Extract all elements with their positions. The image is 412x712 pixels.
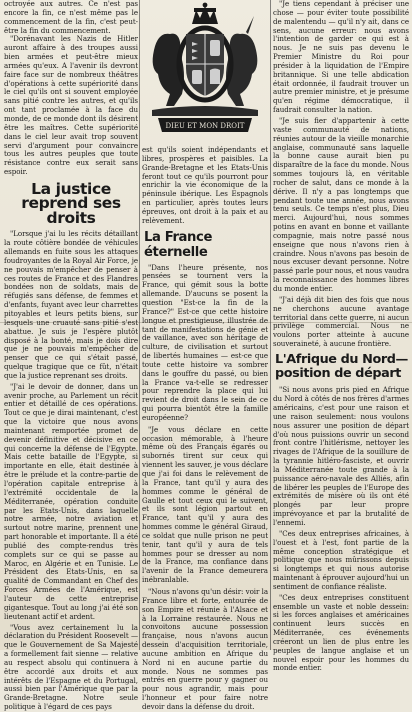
paragraph: "J'ai le devoir de donner, dans un avenir proche, au Parlement un récit entier et détaillé de ces opérations. Tout ce que je dirai maintenant, c'est que la victoire que nous avons maintenant remportée promet de devenir définitive et décisive en ce qui concerne la défense de l'Egypte. Mais cette bataille de l'Egypte, si importante en elle, était destinée à être le prélude et la contre-partie de l'opération capitale entreprise à l'extrémité occidentale de la Méditerranée, opération conduite par les Etats-Unis, dans laquelle notre armée, notre aviation et surtout notre marine, prennent une part honorable et importante. Il a été publié des compte-rendus très complets sur ce qui se passe au Maroc, en Algérie et en Tunisie. Le Président des Etats-Unis, en sa qualité de Commandant en Chef des Forces Armées de l'Amérique, est l'auteur de cette entreprise gigantesque. Tout au long j'ai été son lieutenant actif et ardent. [4,381,138,621]
royal-coat-of-arms-icon [144,2,266,142]
section-heading: La France éternelle [144,229,213,260]
paragraph: "Si nous avons pris pied en Afrique du Nord à côtés de nos frères d'armes américains, c'est pour une raison et une raison seulement: nous voulons nous assurer une position de départ d'où nous puissions ouvrir un second front contre l'hitlérisme, nettoyer les rivages de l'Afrique de la souillure de la tyrannie hitléro-fasciste, et ouvrir la Méditerranée toute grande à la puissance aéro-navale des Alliés, afin de libérer les peuples de l'Europe des extrémités de misère où ils ont été plongés par leur propre imprévoyance et par la brutalité de l'ennemi. [273,385,409,527]
section-heading: La justice reprend ses droits [21,179,121,227]
column-divider [270,0,271,650]
paragraph: "Ces deux entreprises constituent ensemble un vaste et noble dessein: si les forces anglaises et américaines continuent leurs succès en Méditerranée, ces événements créeront un lien de plus entre les peuples de langue anglaise et un nouvel espoir pour les hommes du monde entier. [273,592,409,673]
paragraph: "Je vous déclare en cette occasion mémorable, à l'heure même où des Français égarés ou subornés tirent sur ceux qui viennent les sauver, je vous déclare que j'ai foi dans le relèvement de la France, tant qu'il y aura des hommes comme le général de Gaulle et tout ceux qui le suivent, et ils sont légion partout en France, tant qu'il y aura des hommes comme le général Giraud, ce soldat que nulle prison ne peut tenir, tant qu'il y aura de tels hommes pour se dresser au nom de la France, ma confiance dans l'avenir de la France demeurera inébranlable. [142,424,268,585]
column-2 [142,0,268,712]
paragraph: "Je suis fier d'appartenir à cette vaste communauté de nations, réunies autour de la vieille monarchie anglaise, communauté sans laquelle la bonne cause aurait bien pu disparaître de la face du monde. Nous sommes toujours là, en véritable rocher de salut, dans ce monde à la dérive. Il n'y a pas longtemps que pendant toute une année, nous avons tenu seuls. Ce temps n'est plus, Dieu merci. Aujourd'hui, nous sommes potins en avant en bonne et vaillante compagnie, mais notre passé nous enseigne que nous n'avons rien à craindre. Nous n'avons pas besoin de nous excuser devant personne. Notre passé parle pour nous, et nous vaudra la reconnaissance des hommes libres du monde entier. [273,115,409,293]
column-3 [273,0,409,673]
column-1 [4,0,138,712]
paragraph: est qu'ils soient indépendants et libres, prospères et paisibles. La Grande-Bretagne et les Etats-Unis feront tout ce qu'ils pourront pour enrichir la vie économique de la péninsule ibérique. Les Espagnols en particulier, après toutes leurs épreuves, ont droit à la paix et au relèvement. [142,145,268,225]
paragraph: "Dorénavant les Nazis de Hitler auront affaire à des troupes aussi bien armées et peut-être mieux armées qu'eux. A l'avenir ils devront faire face sur de nombreux théâtres d'opérations à cette supériorité dans le ciel qu'ils ont si souvent employée sans pitié contre les autres, et qu'ils ont tant proclamée à la face du monde, de ce monde dont ils désirent être les maîtres. Cette supériorité dans le ciel leur avait trop souvent servi d'argument pour convaincre tous les autres peuples que toute résistance contre eux serait sans espoir. [4,34,138,177]
column-divider [139,0,140,650]
paper-fold-line [0,322,412,323]
paragraph: "Ces deux entreprises africaines, à l'ouest et à l'est, font partie de la même conception stratégique et politique que nous mûrissons depuis si longtemps et qui nous autorise maintenant à éprouver aujourd'hui un sentiment de confiance réaliste. [273,528,409,591]
paragraph: "Lorsque j'ai lu les récits détaillant la route côtière bondée de véhicules allemands en fuite sous les attaques foudroyantes de la Royal Air Force, je ne pouvais m'empêcher de penser à ces routes de France et des Flandres bondées non de soldats, mais de réfugiés sans défense, de femmes et d'enfants, fuyant avec leur charrettes pitoyables et leurs petits biens, sur lesquels une cruauté sans pitié s'est abattue. Je suis je l'espère plutôt disposé à la bonté, mais je dois dire que je ne pouvais m'empêcher de penser que ce qui s'était passé, quelque tragique que ce fût, n'était que la justice reprenant ses droits. [4,229,138,380]
paragraph: "J'ai déjà dit bien des fois que nous ne cherchons aucune avantage territorial dans cette guerre, ni aucun privilège commercial. Nous ne voulons porter atteinte à aucune souveraineté, à aucune frontière. [273,294,409,349]
paragraph: "Dans l'heure présente, nos pensées se tournent vers la France, qui gémit sous la botte allemande. D'aucuns se posent la question "Est-ce la fin de la France?" Est-ce que cette histoire longue et prestigieuse, illustrée de tant de manifestations de génie et de vaillance, avec son héritage de culture, de civilisation et surtout de libertés humaines — est-ce que toute cette histoire va sombrer dans le gouffre du passé, ou bien la France va-t-elle se redresser pour reprendre la place qui lui revient de droit dans le sein de ce qui pourra bientôt être la famille européenne? [142,262,268,422]
paragraph: "Je tiens cependant à préciser une chose — pour éviter toute possibilité de malentendu — qu'il n'y ait, dans ce sens, aucune erreur: nous avons l'intention de garder ce qui est à nous. Je ne suis pas devenu le Premier Ministre du Roi pour présider à la liquidation de l'Empire britannique. Si une telle abdication était ordonnée, il faudrait trouver un autre premier ministre, et je présume qu'en régime démocratique, il faudrait consulter la nation. [273,0,409,115]
section-heading: L'Afrique du Nord— position de départ [275,351,408,382]
paragraph: octroyée aux autres. Ce n'est pas encore la fin, ce n'est même pas le commencement de la fin, c'est peut-être la fin du commencement. [4,0,138,35]
paragraph: "Nous n'avons qu'un désir: voir la France libre et forte, entourée de son Empire et réunie à l'Alsace et à la Lorraine restaurée. Nous ne convoitons aucune possession française, nous n'avons aucun dessein d'acquisition territoriale, aucune ambition en Afrique du Nord ni en aucune partie du monde. Nous ne sommes pas entrés en guerre pour y gagner ou pour nous agrandir, mais pour l'honneur et pour faire notre devoir dans la défense du droit. [142,586,268,711]
crest-motto: DIEU ET MON DROIT [165,122,245,130]
paragraph: "Vous avez certainement lu la déclaration du Président Roosevelt — que le Gouvernement de Sa Majesté a formellement fait sienne — relative au respect absolu qui continuera à être accordé aux droits et aux intérêts de l'Espagne et du Portugal, aussi bien par l'Amérique que par la Grande-Bretagne. Notre seule politique à l'égard de ces pays [4,622,138,712]
